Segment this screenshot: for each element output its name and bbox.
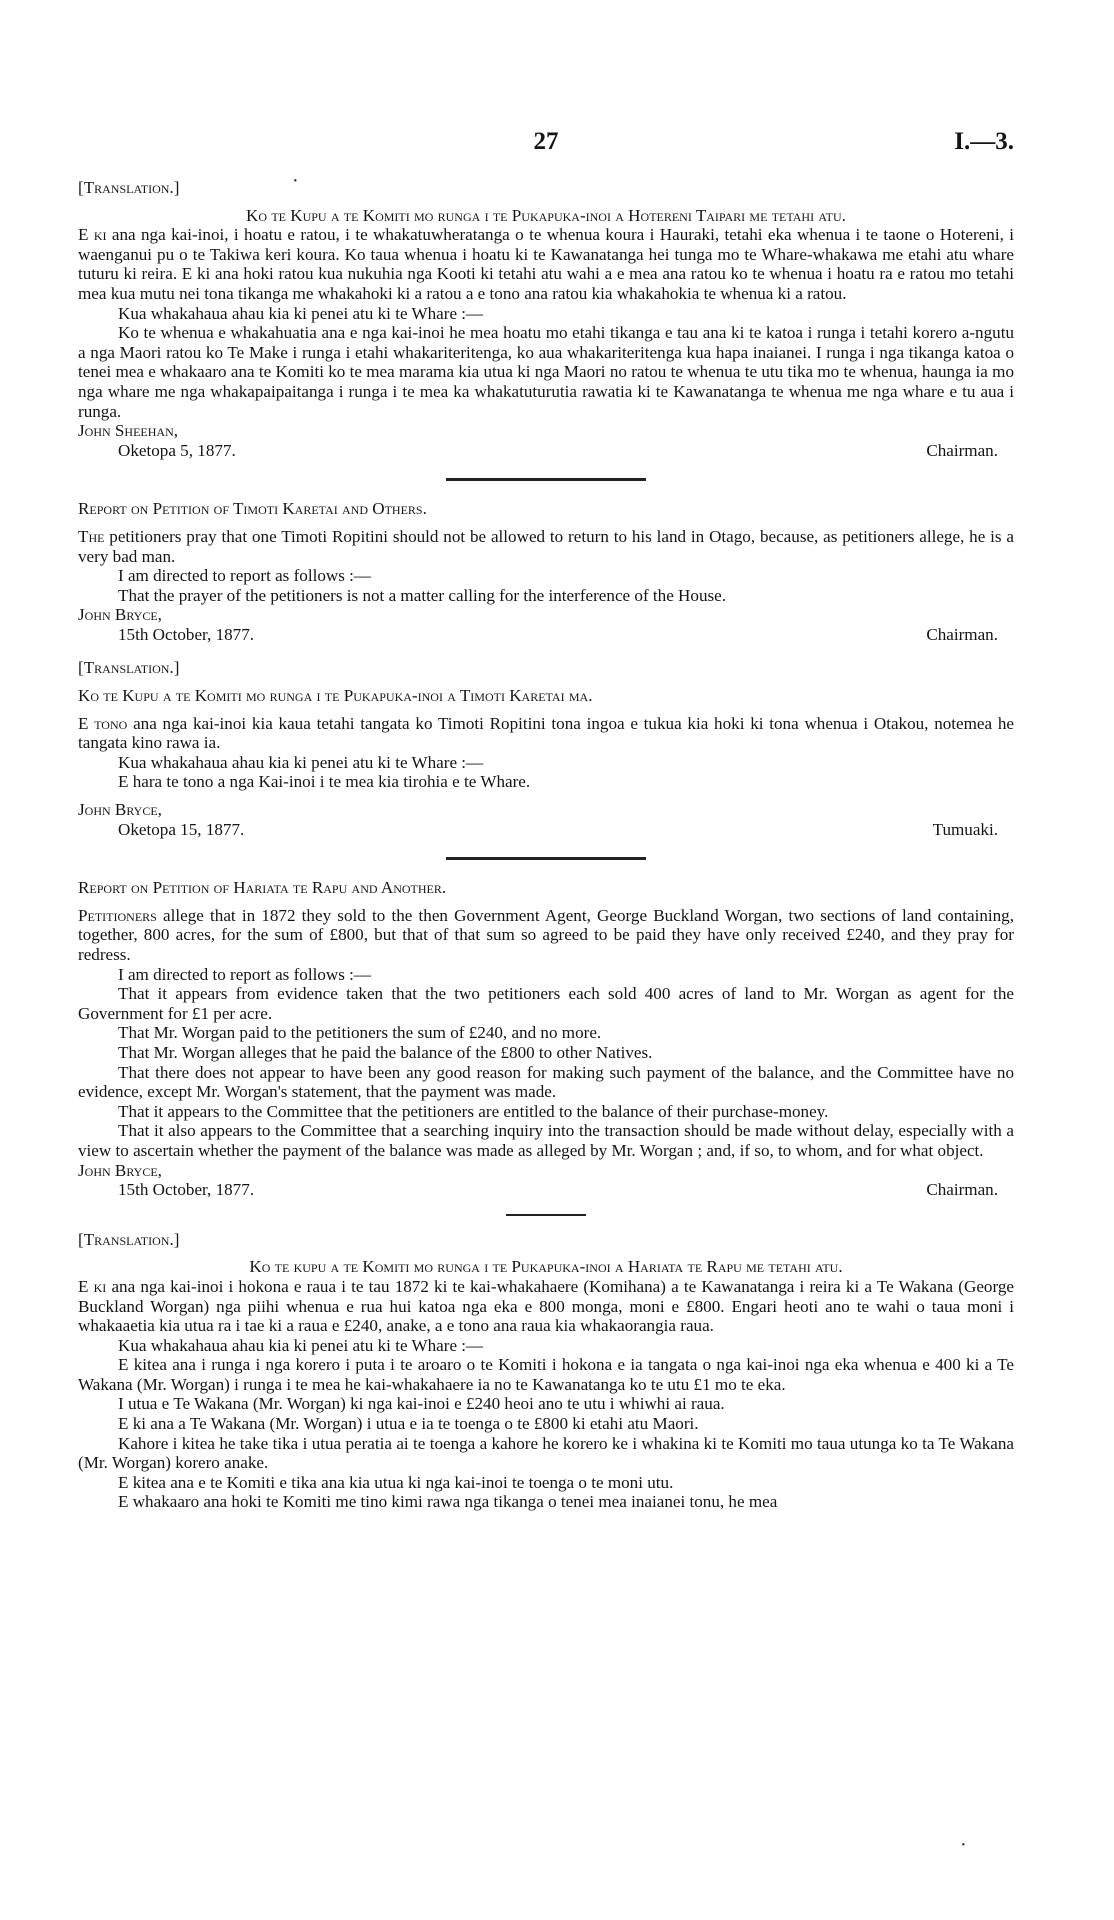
translation-label: [Translation.]	[78, 658, 180, 678]
signer-role: Chairman.	[926, 1180, 998, 1200]
lead-word: Petitioners	[78, 905, 157, 925]
paragraph: E hara te tono a nga Kai-inoi i te mea kia tirohia e te Whare.	[118, 772, 531, 792]
section-divider	[446, 857, 646, 860]
lead-word: The	[78, 526, 105, 546]
paragraph: Ko te whenua e whakahuatia ana e nga kai-inoi he mea hoatu mo etahi tikanga e tau ana ki te katoa i runga i tetahi korero a-ngutu a nga Maori ratou ko Te Make i runga i etahi whakariteritenga, ko aua whakariteritenga kua hapa inaianei. I runga i nga tikanga katoa o tenei mea e whakaaro ana te Komiti ko te mea marama kia utua ki nga Maori no ratou te whenua te utu tika mo te whenua, haunga ia mo nga whare me nga whakapaipaitanga i runga i te mea ka whakatuturutia rawatia ki te Kawanatanga te whenua me nga whare e tu aua i runga.	[78, 323, 1014, 421]
paragraph: I am directed to report as follows :—	[118, 964, 372, 984]
paragraph: E ki ana a Te Wakana (Mr. Worgan) i utua e ia te toenga o te £800 ki etahi atu Maori.	[118, 1414, 699, 1434]
paragraph: The petitioners pray that one Timoti Ropitini should not be allowed to return to his land in Otago, because, as petitioners allege, he is a very bad man.	[78, 526, 1014, 566]
signer-role: Chairman.	[926, 624, 998, 644]
translation-label: [Translation.]	[78, 1229, 180, 1249]
paragraph: E whakaaro ana hoki te Komiti me tino kimi rawa nga tikanga o tenei mea inaianei tonu, he mea	[118, 1492, 778, 1512]
signature-date: Oketopa 15, 1877.	[118, 819, 245, 839]
signature-block	[78, 625, 1014, 645]
paragraph: Kua whakahaua ahau kia ki penei atu ki te Whare :—	[118, 303, 484, 323]
signature-date: 15th October, 1877.	[118, 624, 255, 644]
section-heading: Report on Petition of Timoti Karetai and Others.	[78, 499, 427, 519]
section-heading: Ko te Kupu a te Komiti mo runga i te Pukapuka-inoi a Hotereni Taipari me tetahi atu.	[246, 205, 846, 225]
page-number: 27	[533, 128, 559, 155]
paragraph: Kua whakahaua ahau kia ki penei atu ki te Whare :—	[118, 752, 484, 772]
print-speck: ·	[960, 1834, 967, 1856]
signer-name: John Bryce,	[78, 800, 162, 820]
print-speck: ·	[292, 170, 299, 192]
paragraph: Kahore i kitea he take tika i utua peratia ai te toenga a kahore he korero ke i whakina ki te Komiti mo taua utunga ko ta Te Wakana (Mr. Worgan) korero anake.	[78, 1433, 1014, 1473]
section-divider	[506, 1214, 586, 1216]
section-divider	[446, 478, 646, 481]
signature-date: 15th October, 1877.	[118, 1180, 255, 1200]
paragraph: That Mr. Worgan alleges that he paid the balance of the £800 to other Natives.	[118, 1042, 653, 1062]
signature-date: Oketopa 5, 1877.	[118, 440, 236, 460]
signer-name: John Sheehan,	[78, 421, 179, 441]
translation-label: [Translation.]	[78, 178, 180, 197]
paragraph: E kitea ana i runga i nga korero i puta i te aroaro o te Komiti i hokona e ia tangata o nga kai-inoi nga eka whenua e 400 ki a Te Wakana (Mr. Worgan) i runga i te mea he kai-whakahaere ia no te Kawanatanga ko te utu £1 mo te eka.	[78, 1355, 1014, 1394]
paragraph: That it appears from evidence taken that the two petitioners each sold 400 acres of land to Mr. Worgan as agent for the Government for £1 per acre.	[78, 984, 1014, 1023]
paragraph: That Mr. Worgan paid to the petitioners the sum of £240, and no more.	[118, 1023, 602, 1043]
section-heading: Ko te Kupu a te Komiti mo runga i te Pukapuka-inoi a Timoti Karetai ma.	[78, 686, 593, 706]
paragraph: I am directed to report as follows :—	[118, 566, 372, 586]
section-heading: Report on Petition of Hariata te Rapu and Another.	[78, 878, 447, 898]
section-heading: Ko te kupu a te Komiti mo runga i te Pukapuka-inoi a Hariata te Rapu me tetahi atu.	[249, 1257, 843, 1277]
paragraph: I utua e Te Wakana (Mr. Worgan) ki nga kai-inoi e £240 heoi ano te utu i whiwhi ai raua.	[118, 1394, 725, 1414]
paragraph: E ki ana nga kai-inoi i hokona e raua i te tau 1872 ki te kai-whakahaere (Komihana) a te Kawanatanga i reira ki a Te Wakana (George Buckland Worgan) nga piihi whenua e rua hui katoa nga eka e 800 monga, moni e £800. Engari heoti ano te wahi o taua moni i whakaaetia kia utua ra i tae ki a raua e £240, anake, a e tono ana raua kia whakaorangia raua.	[78, 1276, 1014, 1336]
paragraph: That the prayer of the petitioners is not a matter calling for the interference of the House.	[118, 585, 727, 605]
paragraph: E tono ana nga kai-inoi kia kaua tetahi tangata ko Timoti Ropitini tona ingoa e tukua kia hoki ki tona whenua i Otakou, notemea he tangata kino rawa ia.	[78, 713, 1015, 753]
paragraph: Kua whakahaua ahau kia ki penei atu ki te Whare :—	[118, 1335, 484, 1355]
signature-block	[78, 1180, 1014, 1200]
paragraph: E kitea ana e te Komiti e tika ana kia utua ki nga kai-inoi te toenga o te moni utu.	[118, 1472, 674, 1492]
running-head	[78, 128, 1014, 162]
paragraph: That there does not appear to have been any good reason for making such payment of the balance, and the Committee have no evidence, except Mr. Worgan's statement, that the payment was made.	[78, 1062, 1014, 1102]
lead-word: E tono	[78, 713, 128, 733]
lead-word: E ki	[78, 1276, 107, 1296]
signer-name: John Bryce,	[78, 605, 162, 625]
lead-word: E ki	[78, 225, 107, 245]
signature-block	[78, 820, 1014, 840]
signer-role: Chairman.	[926, 440, 998, 460]
paragraph: That it also appears to the Committee that a searching inquiry into the transaction should be made without delay, especially with a view to ascertain whether the payment of the balance was made as alleged by Mr. Worgan ; and, if so, to whom, and for what object.	[78, 1121, 1014, 1160]
signer-role: Tumuaki.	[932, 819, 998, 839]
page-content	[78, 178, 1014, 1512]
signature-block	[78, 441, 1014, 461]
paragraph: Petitioners allege that in 1872 they sold to the then Government Agent, George Buckland Worgan, two sections of land containing, together, 800 acres, for the sum of £800, but that of that sum so agreed to be paid they have only received £240, and they pray for redress.	[78, 905, 1014, 964]
signer-name: John Bryce,	[78, 1160, 162, 1180]
paragraph: E ki ana nga kai-inoi, i hoatu e ratou, i te whakatuwheratanga o te whenua koura i Hauraki, tetahi eka whenua i te taone o Hotereni, i waenganui pu o te Takiwa keri koura. Ko taua whenua i hoatu ki te Kawanatanga hei tunga mo te Whare-whakawa me etahi atu whare tuturu ki reira. E ki ana hoki ratou kua nukuhia nga Kooti ki tetahi atu wahi a e mea ana ratou ko te whenua i hoatu ra e ratou mo tetahi mea kua mutu nei tona tikanga me whakahoki ki a ratou a e tono ana ratou kia whakahokia te whenua ki a ratou.	[78, 225, 1014, 303]
paragraph: That it appears to the Committee that the petitioners are entitled to the balance of their purchase-money.	[118, 1101, 829, 1121]
paper-id: I.—3.	[954, 128, 1014, 155]
